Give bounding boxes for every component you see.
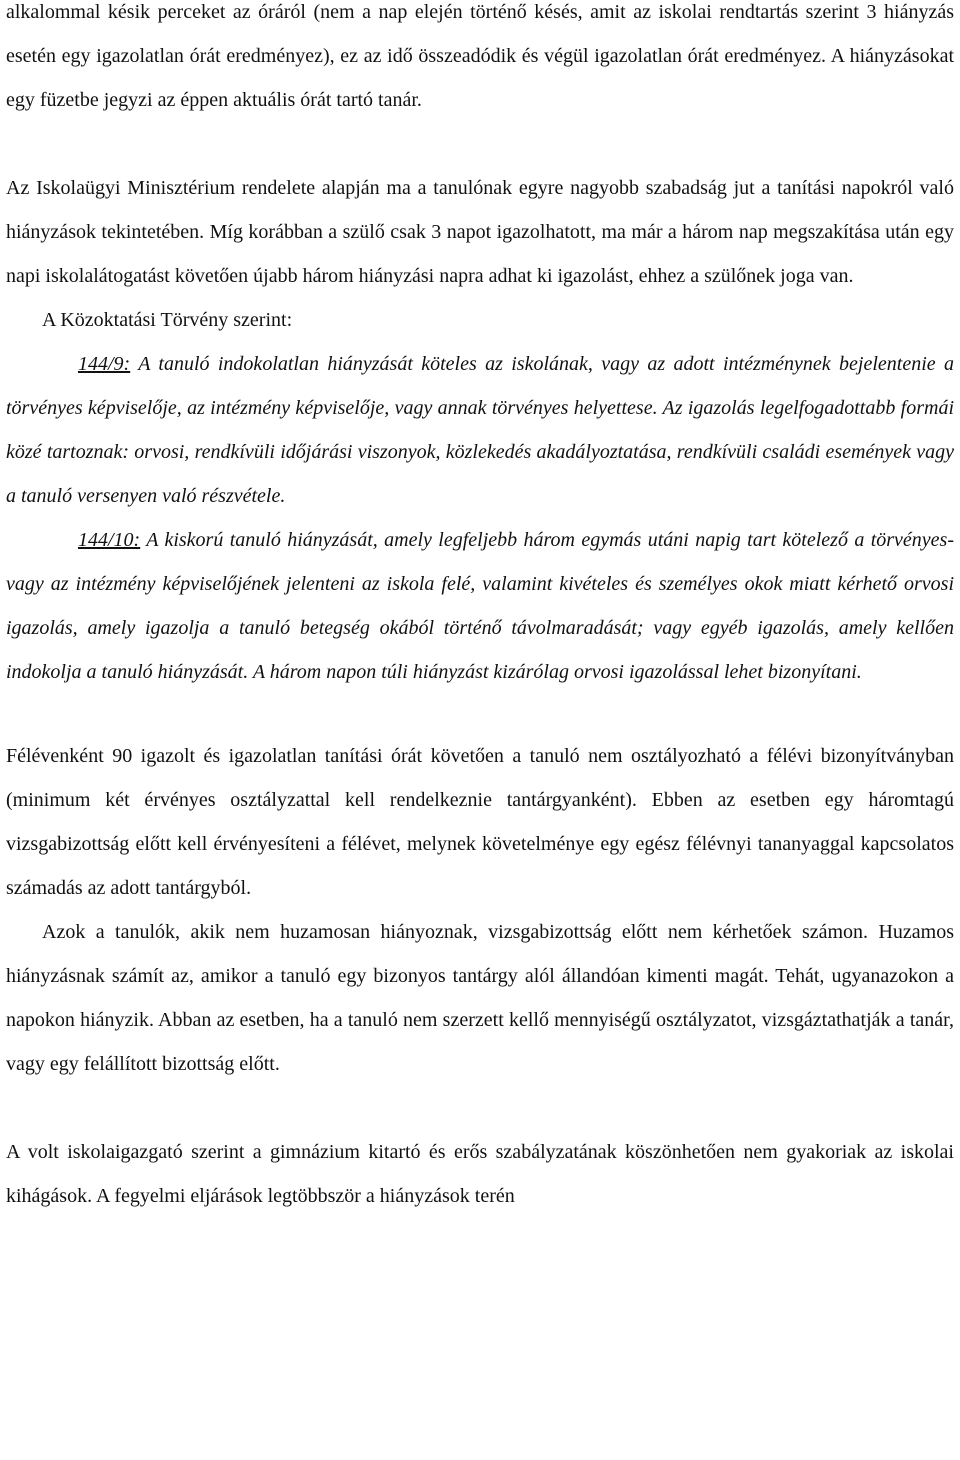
law-section-text: A tanuló indokolatlan hiányzását köteles az iskolának, vagy az adott intézménynek bejelentenie a törvényes képviselője, az intézmény képviselője, vagy annak törvényes helyettese. Az igazolás legelfogadottabb formái közé tartoznak: orvosi, rendkívüli időjárási viszonyok, közlekedés akadályoztatása, rendkívüli családi események vagy a tanuló versenyen való részvétele.	[6, 353, 954, 507]
paragraph-semester-absences: Félévenként 90 igazolt és igazolatlan tanítási órát követően a tanuló nem osztályozható a félévi bizonyítványban (minimum két érvényes osztályzattal kell rendelkeznie tantárgyanként). Ebben az esetben egy háromtagú vizsgabizottság előtt kell érvényesíteni a félévet, melynek követelménye egy egész félévnyi tananyaggal kapcsolatos számadás az adott tantárgyból.	[6, 745, 954, 899]
law-section-number: 144/10:	[78, 529, 141, 551]
paragraph-late-arrivals: alkalommal késik perceket az óráról (nem a nap elején történő késés, amit az iskolai rendtartás szerint 3 hiányzás esetén egy igazolatlan órát eredményez), ez az idő összeadódik és végül igazolatlan órát eredményez. A hiányzásokat egy füzetbe jegyzi az éppen aktuális órát tartó tanár.	[6, 1, 954, 111]
law-section-text: A kiskorú tanuló hiányzását, amely legfeljebb három egymás utáni napig tart kötelező a törvényes- vagy az intézmény képviselőjének jelenteni az iskola felé, valamint kivételes és személyes okok miatt kérhető orvosi igazolás, amely igazolja a tanuló betegség okából történő távolmaradását; vagy egyéb igazolás, amely kellően indokolja a tanuló hiányzását. A három napon túli hiányzást kizárólag orvosi igazolással lehet bizonyítani.	[6, 529, 954, 683]
paragraph-ministry-decree: Az Iskolaügyi Minisztérium rendelete alapján ma a tanulónak egyre nagyobb szabadság jut a tanítási napokról való hiányzások tekintetében. Míg korábban a szülő csak 3 napot igazolhatott, ma már a három nap megszakítása után egy napi iskolalátogatást követően újabb három hiányzási napra adhat ki igazolást, ehhez a szülőnek joga van.	[6, 177, 954, 287]
law-paragraph-144-10	[6, 518, 954, 694]
law-section-number: 144/9:	[78, 353, 131, 375]
paragraph-former-principal: A volt iskolaigazgató szerint a gimnázium kitartó és erős szabályzatának köszönhetően nem gyakoriak az iskolai kihágások. A fegyelmi eljárások legtöbbször a hiányzások terén	[6, 1141, 954, 1207]
paragraph-exam-committee: Azok a tanulók, akik nem huzamosan hiányoznak, vizsgabizottság előtt nem kérhetőek számon. Huzamos hiányzásnak számít az, amikor a tanuló egy bizonyos tantárgy alól állandóan kimenti magát. Tehát, ugyanazokon a napokon hiányzik. Abban az esetben, ha a tanuló nem szerzett kellő mennyiségű osztályzatot, vizsgáztathatják a tanár, vagy egy felállított bizottság előtt.	[6, 921, 954, 1075]
document-page	[6, 0, 954, 1218]
law-paragraph-144-9	[6, 342, 954, 518]
paragraph-law-intro: A Közoktatási Törvény szerint:	[42, 309, 293, 331]
